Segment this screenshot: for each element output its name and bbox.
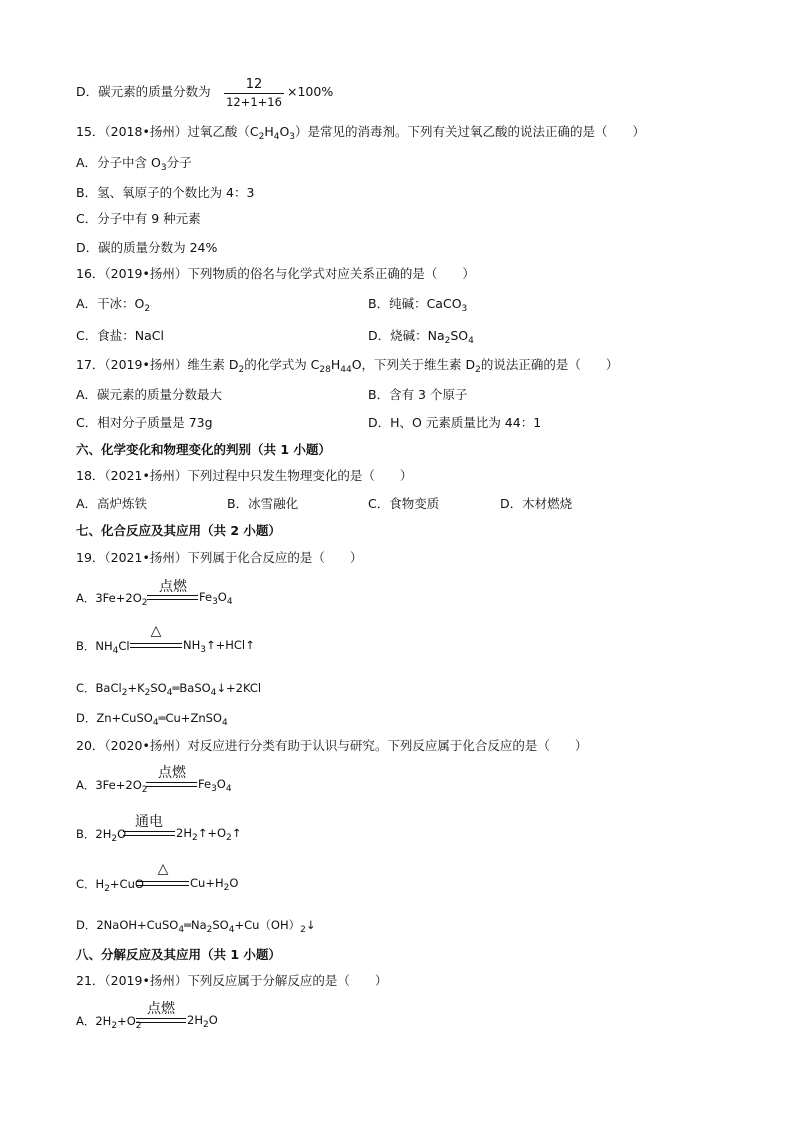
subscript: 4 [228, 925, 235, 935]
subscript: 4 [226, 597, 233, 607]
q19-option-b-reactants [76, 638, 130, 654]
equation-part: ═BaSO [172, 681, 211, 695]
equals-line-top [137, 881, 189, 882]
q18-option-b: B．冰雪融化 [227, 496, 299, 511]
subscript: 4 [225, 784, 232, 794]
equation-part: Cu+H [190, 876, 224, 890]
equation-part: +K [127, 681, 145, 695]
subscript: 2 [226, 833, 232, 843]
subscript: 2 [111, 1021, 118, 1031]
subscript: 4 [221, 718, 228, 728]
fraction-numerator: 12 [245, 77, 263, 92]
fraction-bar [224, 93, 284, 94]
q19-option-c [76, 680, 261, 696]
subscript: 2 [238, 365, 245, 375]
q19-option-b-condition: △ [150, 623, 162, 639]
q14-option-d [76, 84, 211, 100]
subscript: 4 [166, 688, 173, 698]
subscript: 2 [475, 365, 481, 375]
q21-option-a-condition: 点燃 [147, 1001, 175, 1017]
q21-option-a-reactants [76, 1013, 142, 1029]
q17-stem-part: 17．（2019•扬州）维生素 D [76, 357, 239, 372]
equals-line-top [136, 1018, 186, 1019]
subscript: 2 [258, 132, 265, 142]
equation-part: +O [117, 1014, 136, 1028]
subscript: 44 [340, 365, 352, 375]
q15-option-c: C．分子中有 9 种元素 [76, 211, 201, 226]
equation-part: A．3Fe+2O [76, 591, 142, 605]
equals-line-top [130, 643, 182, 644]
equation-part: C．H [76, 877, 105, 891]
equation-part: SO [212, 918, 229, 932]
equals-line-bottom [147, 599, 198, 600]
subscript: 2 [206, 925, 213, 935]
equation-part: A．3Fe+2O [76, 778, 142, 792]
subscript: 4 [210, 688, 217, 698]
q20-option-b-products [176, 826, 242, 843]
subscript: 4 [273, 132, 280, 142]
q16-option-a [76, 296, 150, 312]
subscript: 2 [141, 785, 148, 795]
subscript: 2 [121, 688, 128, 698]
subscript: 3 [211, 784, 217, 794]
section-heading-7: 七、化合反应及其应用（共 2 小题） [76, 523, 281, 538]
subscript: 3 [289, 132, 296, 142]
q20-option-a-products [198, 777, 232, 794]
equation-part: O [216, 777, 226, 791]
q20-option-d [76, 917, 316, 933]
subscript: 2 [141, 598, 148, 608]
subscript: 2 [202, 1020, 209, 1030]
q17-stem-part: H [330, 357, 341, 372]
q20-option-b-condition: 通电 [135, 814, 163, 830]
q19-option-d [76, 710, 228, 726]
subscript: 3 [200, 645, 206, 655]
q17-stem [76, 357, 618, 373]
subscript: 4 [152, 718, 159, 728]
equals-line-bottom [136, 1022, 186, 1023]
subscript: 4 [178, 925, 185, 935]
equation-part: ═Cu+ZnSO [158, 711, 222, 725]
q20-stem: 20．（2020•扬州）对反应进行分类有助于认识与研究。下列反应属于化合反应的是（ ） [76, 738, 588, 753]
q20-option-c-products [190, 876, 239, 893]
equation-part: +Cu（OH） [234, 918, 301, 932]
q16-option-d-part: SO [450, 328, 469, 343]
subscript: 2 [191, 833, 198, 843]
equals-line-top [123, 831, 175, 832]
equation-part: +CuO [109, 877, 144, 891]
equation-part: Fe [198, 777, 212, 791]
q15-stem-part: H [264, 124, 274, 139]
subscript: 4 [468, 336, 474, 346]
q17-option-a: A．碳元素的质量分数最大 [76, 387, 223, 402]
q16-option-c: C．食盐：NaCl [76, 328, 164, 343]
q17-stem-part: 的化学式为 C [244, 357, 320, 372]
q16-option-a-part: A．干冰：O [76, 296, 145, 311]
q19-stem: 19．（2021•扬州）下列属于化合反应的是（ ） [76, 550, 363, 565]
q16-option-b-part: B．纯碱：CaCO [368, 296, 462, 311]
equals-line-bottom [146, 786, 197, 787]
q20-option-c-condition: △ [157, 861, 169, 877]
q18-option-c: C．食物变质 [368, 496, 440, 511]
q15-option-a [76, 155, 192, 171]
subscript: 28 [319, 365, 331, 375]
equals-line-bottom [130, 647, 182, 648]
q19-option-b-products [183, 638, 255, 655]
q17-stem-part: O，下列关于维生素 D [351, 357, 476, 372]
q15-option-a-part: 分子 [166, 155, 192, 170]
q21-option-a-products [187, 1013, 218, 1030]
q15-option-b: B．氢、氧原子的个数比为 4：3 [76, 185, 255, 200]
q16-stem: 16．（2019•扬州）下列物质的俗名与化学式对应关系正确的是（ ） [76, 266, 475, 281]
equation-part: NH [183, 638, 201, 652]
fraction-denominator: 12+1+16 [226, 95, 282, 109]
equation-part: ↓ [305, 918, 316, 932]
subscript: 2 [144, 304, 151, 314]
q19-option-a-reactants [76, 590, 147, 606]
equation-part: D．2NaOH+CuSO [76, 918, 179, 932]
equation-part: 2H [187, 1013, 203, 1027]
equation-part: O [117, 827, 127, 841]
q15-option-a-part: A．分子中含 O [76, 155, 161, 170]
q19-option-a-condition: 点燃 [159, 579, 187, 595]
equation-part: ↓+2KCl [216, 681, 262, 695]
q16-option-d [368, 328, 474, 344]
subscript: 4 [112, 646, 119, 656]
section-heading-8: 八、分解反应及其应用（共 1 小题） [76, 947, 281, 962]
equation-part: ↑+O [197, 826, 227, 840]
subscript: 3 [160, 163, 167, 173]
subscript: 3 [461, 304, 468, 314]
q21-stem: 21．（2019•扬州）下列反应属于分解反应的是（ ） [76, 973, 388, 988]
subscript: 2 [135, 1021, 142, 1031]
equation-part: ↑ [231, 826, 242, 840]
subscript: 2 [300, 925, 306, 935]
equation-part: B．NH [76, 639, 113, 653]
equation-part: Fe [199, 590, 213, 604]
q15-option-d: D．碳的质量分数为 24% [76, 240, 218, 255]
q17-option-b: B．含有 3 个原子 [368, 387, 468, 402]
equation-part: A．2H [76, 1014, 112, 1028]
equation-part: O [217, 590, 227, 604]
equation-part: 2H [176, 826, 192, 840]
q18-option-d: D．木材燃烧 [500, 496, 573, 511]
subscript: 2 [104, 884, 110, 894]
equals-line-top [147, 595, 198, 596]
equals-line-bottom [137, 885, 189, 886]
subscript: 2 [144, 688, 151, 698]
equation-part: D．Zn+CuSO [76, 711, 153, 725]
q20-option-a-reactants [76, 777, 147, 793]
q20-option-a-condition: 点燃 [158, 765, 186, 781]
q14-option-d-prefix: D．碳元素的质量分数为 [76, 84, 211, 99]
q14-fraction [224, 77, 284, 109]
subscript: 3 [212, 597, 218, 607]
equation-part: B．2H [76, 827, 112, 841]
equals-line-top [146, 782, 197, 783]
subscript: 2 [223, 883, 230, 893]
section-heading-6: 六、化学变化和物理变化的判别（共 1 小题） [76, 442, 331, 457]
equation-part: O [208, 1013, 218, 1027]
q17-option-c: C．相对分子质量是 73g [76, 415, 213, 430]
q20-option-b-reactants [76, 826, 126, 842]
equation-part: ═Na [184, 918, 207, 932]
subscript: 2 [111, 834, 118, 844]
q16-option-b [368, 296, 467, 312]
equals-line-bottom [123, 835, 175, 836]
q17-stem-part: 的说法正确的是（ ） [480, 357, 619, 372]
equation-part: Cl [118, 639, 130, 653]
q19-option-a-products [199, 590, 233, 607]
equation-part: SO [150, 681, 167, 695]
q18-stem: 18．（2021•扬州）下列过程中只发生物理变化的是（ ） [76, 468, 413, 483]
q20-option-c-reactants [76, 876, 144, 892]
q17-option-d: D．H、O 元素质量比为 44：1 [368, 415, 542, 430]
q16-option-d-part: D．烧碱：Na [368, 328, 445, 343]
q15-stem-part: ）是常见的消毒剂。下列有关过氧乙酸的说法正确的是（ ） [295, 124, 646, 139]
equation-part: C．BaCl [76, 681, 122, 695]
q15-stem [76, 124, 645, 140]
equation-part: ↑+HCl↑ [205, 638, 255, 652]
equation-part: O [229, 876, 239, 890]
q15-stem-part: O [279, 124, 290, 139]
q18-option-a: A．高炉炼铁 [76, 496, 148, 511]
subscript: 2 [444, 336, 451, 346]
q15-stem-part: 15．（2018•扬州）过氧乙酸（C [76, 124, 259, 139]
q14-option-d-suffix: ×100% [287, 84, 334, 99]
